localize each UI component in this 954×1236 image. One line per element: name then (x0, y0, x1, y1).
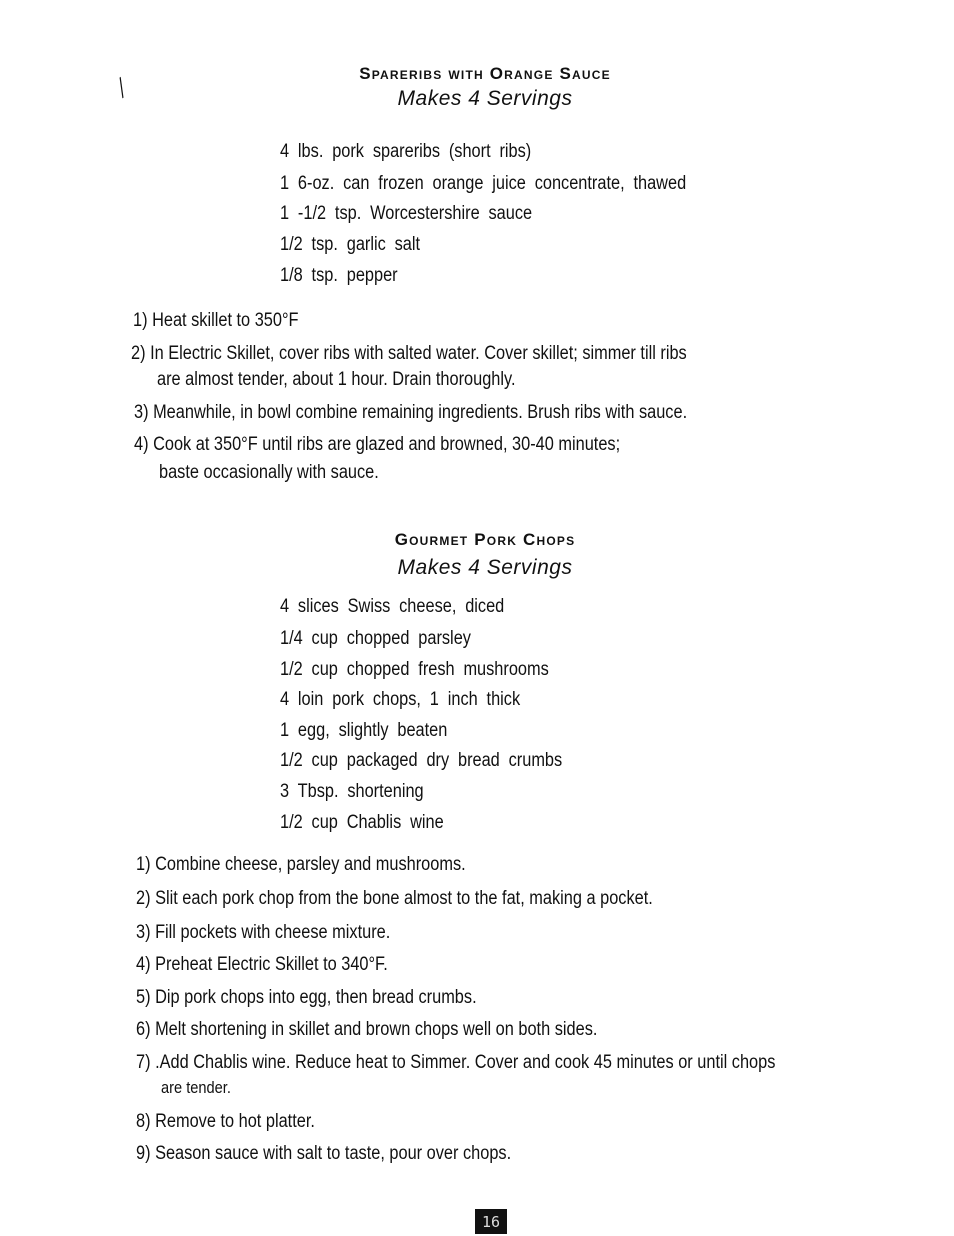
ingredient: 1 6-oz. can frozen orange juice concentrate, thawed (280, 173, 687, 194)
ingredient: 1/4 cup chopped parsley (280, 628, 471, 649)
ingredient: 1/2 tsp. garlic salt (280, 234, 421, 255)
recipe-servings: Makes 4 Servings (397, 556, 573, 579)
step-continuation: baste occasionally with sauce. (159, 462, 379, 483)
step-continuation: are tender. (161, 1078, 231, 1097)
ingredient: 1 -1/2 tsp. Worcestershire sauce (280, 203, 533, 224)
step: 6) Melt shortening in skillet and brown chops well on both sides. (136, 1019, 598, 1040)
page-number: 16 (475, 1209, 507, 1234)
ingredient: 4 loin pork chops, 1 inch thick (280, 689, 521, 710)
step: 1) Combine cheese, parsley and mushrooms. (136, 854, 466, 875)
ingredient: 3 Tbsp. shortening (280, 781, 424, 802)
ingredient: 1/2 cup Chablis wine (280, 812, 444, 833)
ingredient: 1 egg, slightly beaten (280, 720, 448, 741)
step: 9) Season sauce with salt to taste, pour over chops. (136, 1143, 512, 1164)
pen-mark: ╱ (113, 78, 131, 99)
ingredient: 4 slices Swiss cheese, diced (280, 596, 505, 617)
step: 5) Dip pork chops into egg, then bread crumbs. (136, 987, 477, 1008)
ingredient: 1/2 cup packaged dry bread crumbs (280, 750, 563, 771)
step: 1) Heat skillet to 350°F (133, 310, 299, 331)
ingredient: 1/2 cup chopped fresh mushrooms (280, 659, 549, 680)
recipe-title: Spareribs with Orange Sauce (359, 64, 611, 83)
ingredient: 1/8 tsp. pepper (280, 265, 398, 286)
ingredient: 4 lbs. pork spareribs (short ribs) (280, 141, 532, 162)
step: 2) Slit each pork chop from the bone almost to the fat, making a pocket. (136, 888, 653, 909)
step: 7) .Add Chablis wine. Reduce heat to Simmer. Cover and cook 45 minutes or until chops (136, 1052, 776, 1073)
step: 4) Preheat Electric Skillet to 340°F. (136, 954, 388, 975)
step: 4) Cook at 350°F until ribs are glazed and browned, 30-40 minutes; (134, 434, 621, 455)
recipe-title: Gourmet Pork Chops (394, 530, 576, 549)
step: 8) Remove to hot platter. (136, 1111, 315, 1132)
recipe-servings: Makes 4 Servings (397, 87, 573, 110)
step: 3) Fill pockets with cheese mixture. (136, 922, 391, 943)
step: 2) In Electric Skillet, cover ribs with salted water. Cover skillet; simmer till ribs (131, 343, 687, 364)
step: 3) Meanwhile, in bowl combine remaining ingredients. Brush ribs with sauce. (134, 402, 688, 423)
step-continuation: are almost tender, about 1 hour. Drain thoroughly. (157, 369, 516, 390)
